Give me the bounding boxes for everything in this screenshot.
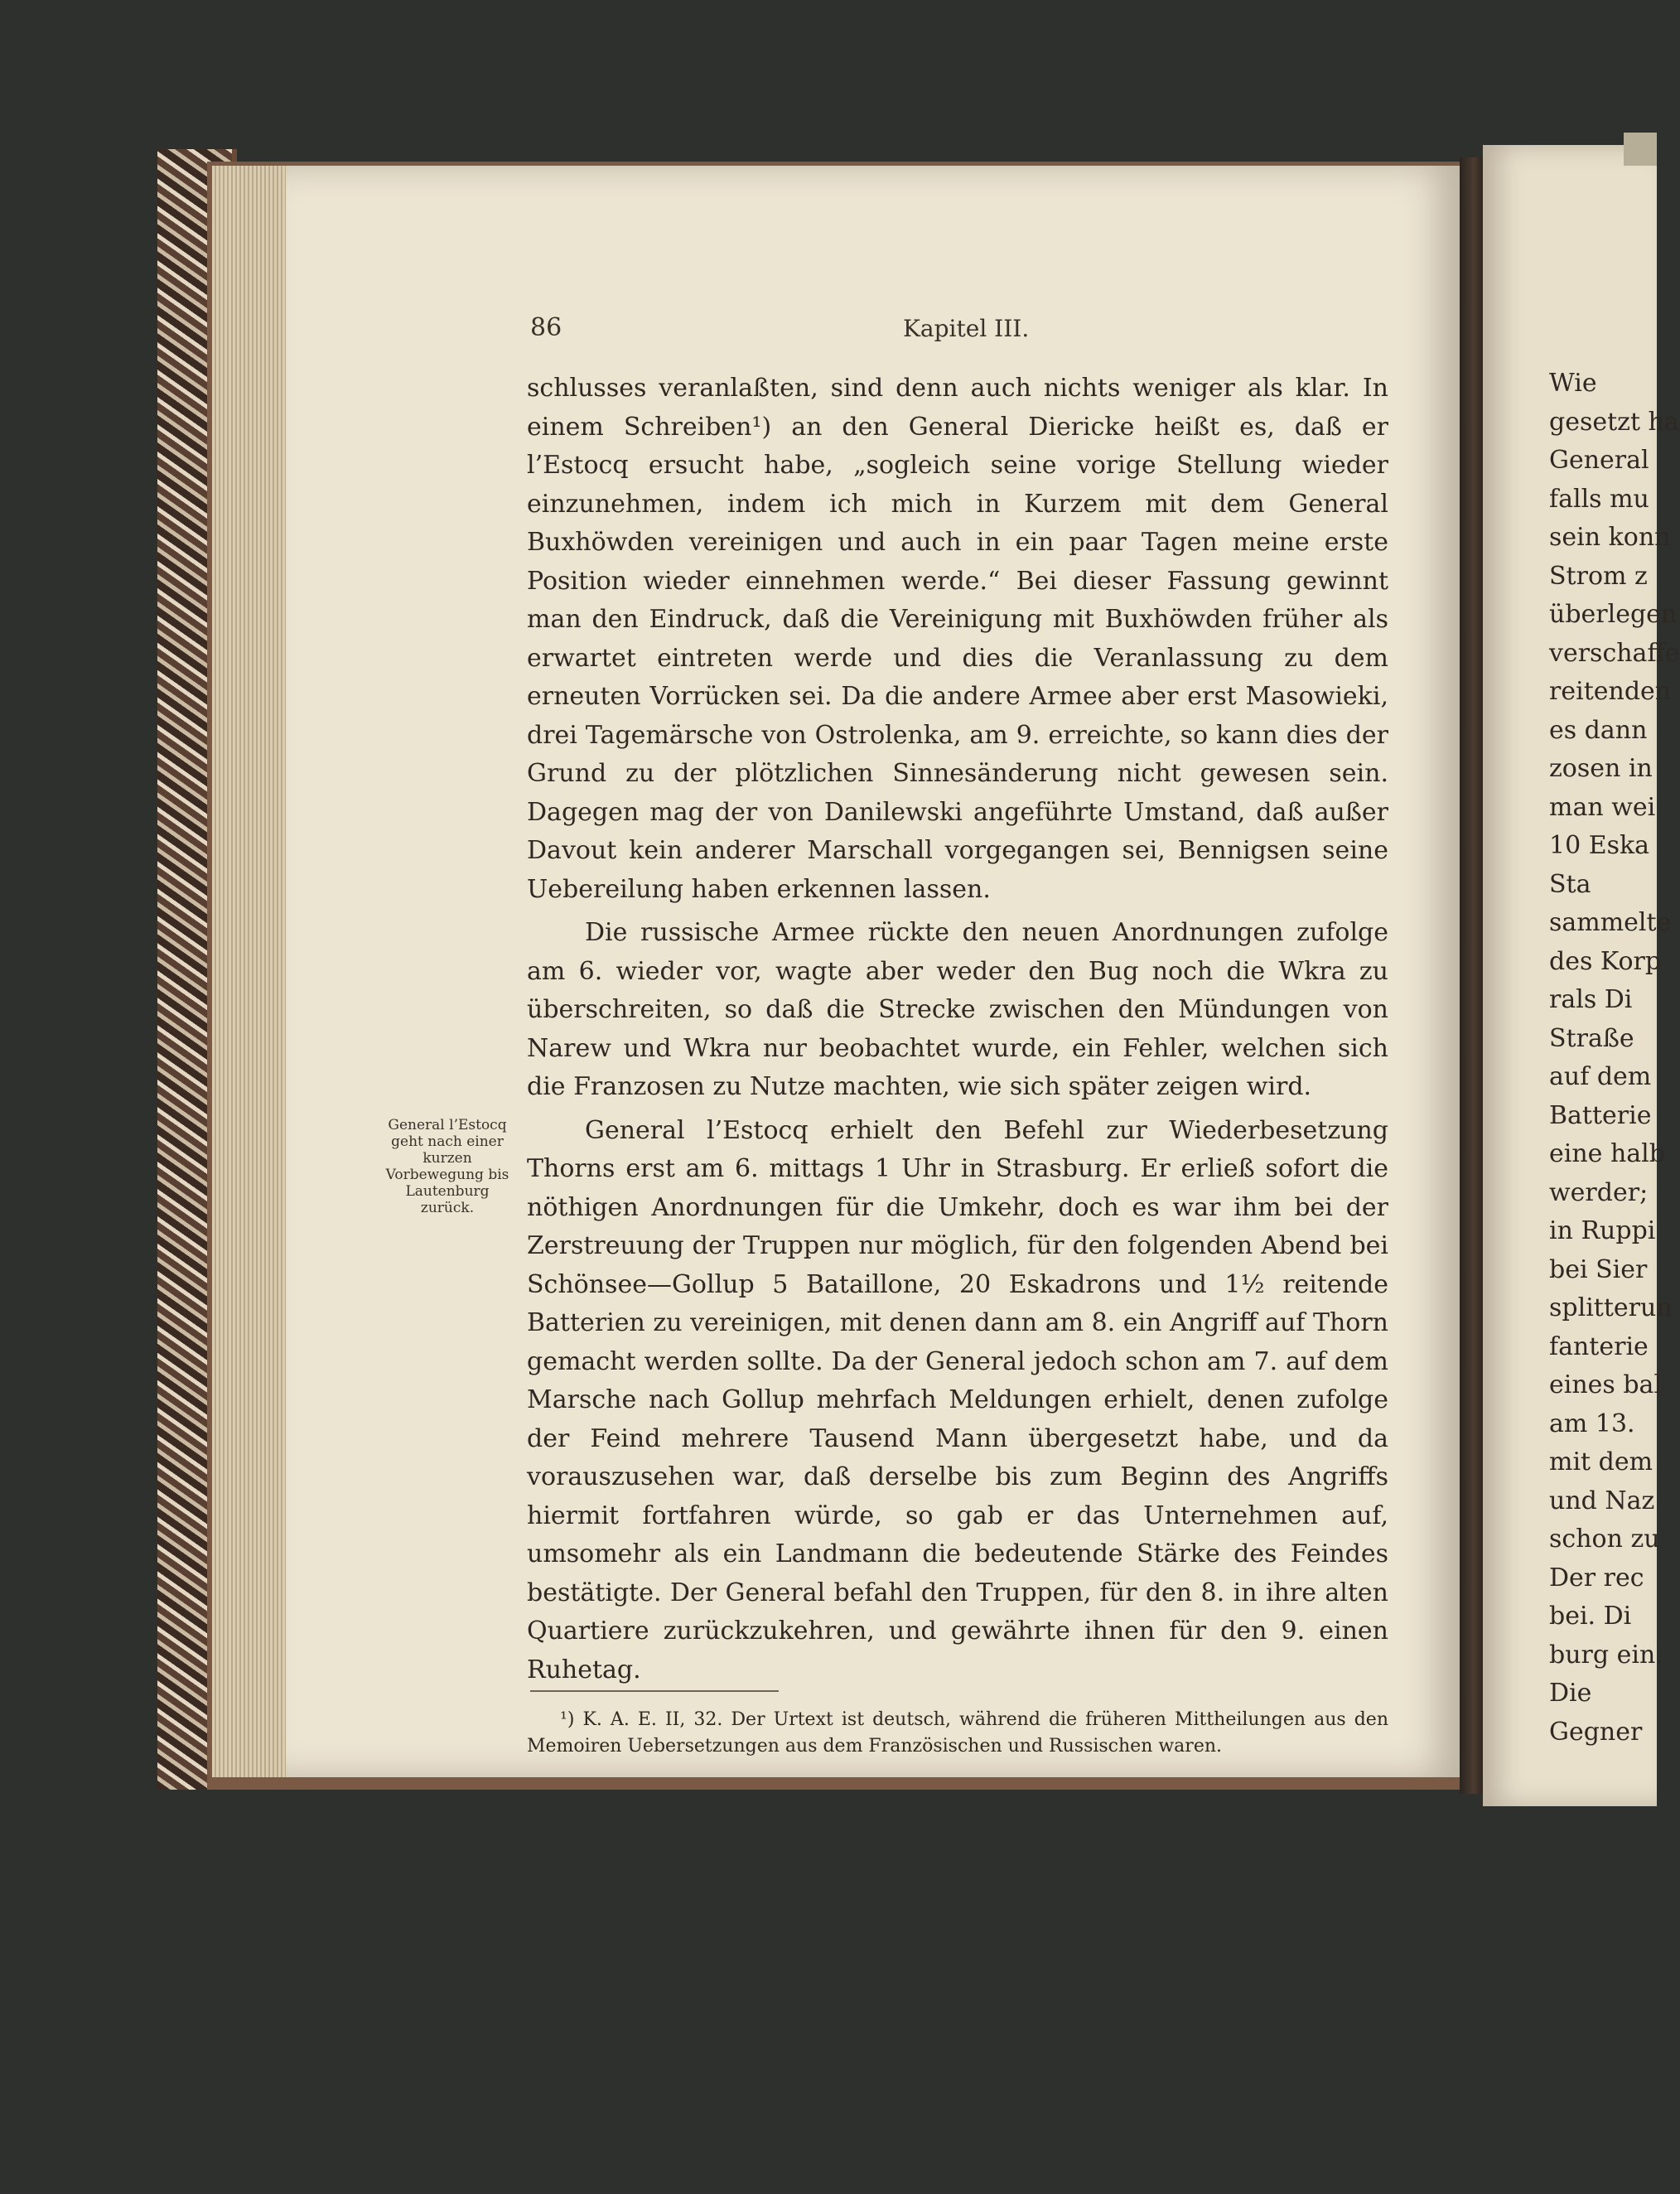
right-page-line: überlegen [1549, 600, 1678, 629]
right-page-line: mit dem [1549, 1447, 1653, 1476]
right-page-line: Die [1549, 1679, 1592, 1708]
right-page-line: Sta [1549, 869, 1591, 899]
right-page-line: General [1549, 446, 1649, 475]
right-page-line: rals Di [1549, 985, 1633, 1014]
paragraph: schlusses veranlaßten, sind denn auch nichts weniger als klar. In einem Schreiben¹) an den General Diericke heißt es, daß er l’Estocq ersucht habe, „sogleich seine vorige Stellung wieder einzunehmen, indem ich mich in Kurzem mit dem General Buxhöwden vereinigen und auch in ein paar Tagen meine erste Position wieder einnehmen werde.“ Bei dieser Fassung gewinnt man den Eindruck, daß die Vereinigung mit Buxhöwden früher als erwartet eintreten werde und dies die Veranlassung zu dem erneuten Vorrücken sei. Da die andere Armee aber erst Masowieki, drei Tagemärsche von Ostrolenka, am 9. erreichte, so kann dies der Grund zu der plötzlichen Sinnesänderung nicht gewesen sein. Dagegen mag der von Danilewski angeführte Umstand, daß außer Davout kein anderer Marschall vorgegangen sei, Bennigsen seine Uebereilung haben erkennen lassen. [527, 374, 1388, 904]
page-header [530, 313, 1383, 350]
right-page-text [1549, 365, 1680, 1752]
right-page-line: 10 Eska [1549, 831, 1650, 860]
right-page-line: bei Sier [1549, 1254, 1648, 1284]
right-page-line: burg ein. [1549, 1640, 1663, 1670]
right-page-line: in Ruppi [1549, 1216, 1656, 1245]
footnote-rule [530, 1690, 779, 1692]
right-page-line: sein konn [1549, 523, 1671, 552]
right-page-line: am 13. [1549, 1409, 1635, 1438]
right-page-line: falls mu [1549, 484, 1649, 514]
right-page-line: splitterun [1549, 1293, 1673, 1322]
right-page-line: bei. Di [1549, 1602, 1632, 1631]
right-page-line: auf dem [1549, 1062, 1652, 1091]
right-page-line: schon zu [1549, 1525, 1660, 1554]
right-page-line: es dann [1549, 715, 1648, 745]
right-page-line: Der rec [1549, 1563, 1644, 1592]
marginal-note: General l’Estocq geht nach einer kurzen Vorbewegung bis Lautenburg zurück. [385, 1117, 509, 1216]
right-page-line: verschaffe [1549, 638, 1680, 668]
right-page-line: Strom z [1549, 561, 1648, 591]
right-page-line: man wei [1549, 792, 1656, 822]
right-page-line: Batterie [1549, 1100, 1652, 1130]
right-page-line: reitenden [1549, 677, 1672, 706]
footnote [527, 1707, 1388, 1760]
right-page-line: Wie [1549, 369, 1597, 398]
right-page-line: fanterie [1549, 1331, 1649, 1361]
right-page-line: zosen in [1549, 754, 1653, 783]
main-text [527, 370, 1388, 1689]
page-edges [212, 166, 291, 1777]
right-page-line: werder; [1549, 1177, 1649, 1207]
paragraph: General l’Estocq erhielt den Befehl zur Wiederbesetzung Thorns erst am 6. mittags 1 Uhr in Strasburg. Er erließ sofort die nöthigen Anordnungen für die Umkehr, doch es war ihm bei der Zerstreuung der Truppen nur möglich, für den folgenden Abend bei Schönsee—Gollup 5 Bataillone, 20 Eskadrons und 1½ reitende Batterien zu vereinigen, mit denen dann am 8. ein Angriff auf Thorn gemacht werden sollte. Da der General jedoch schon am 7. auf dem Marsche nach Gollup mehrfach Meldungen erhielt, denen zufolge der Feind mehrere Tausend Mann übergesetzt habe, und da vorauszusehen war, daß derselbe bis zum Beginn des Angriffs hiermit fortfahren würde, so gab er das Unternehmen auf, umsomehr als ein Landmann die bedeutende Stärke des Feindes bestätigte. Der General befahl den Truppen, für den 8. in ihre alten Quartiere zurückzukehren, und gewährte ihnen für den 9. einen Ruhetag. [527, 1115, 1388, 1684]
page-number: 86 [530, 313, 562, 342]
right-page-line: des Korp [1549, 946, 1662, 976]
binding-strip [1624, 133, 1657, 166]
right-page-line: eine halb [1549, 1139, 1665, 1168]
running-title: Kapitel III. [903, 315, 1030, 342]
right-page-line: Gegner [1549, 1717, 1643, 1747]
footnote-text: ¹) K. A. E. II, 32. Der Urtext ist deutsch, während die früheren Mittheilungen aus den Memoiren Uebersetzungen aus dem Französischen und Russischen waren. [527, 1709, 1388, 1757]
paragraph: Die russische Armee rückte den neuen Anordnungen zufolge am 6. wieder vor, wagte aber weder den Bug noch die Wkra zu überschreiten, so daß die Strecke zwischen den Mündungen von Narew und Wkra nur beobachtet wurde, ein Fehler, welchen sich die Franzosen zu Nutze machten, wie sich später zeigen wird. [527, 918, 1388, 1101]
right-page-line: gesetzt ha [1549, 407, 1679, 437]
right-page-line: und Naz [1549, 1486, 1655, 1515]
right-page-line: eines bal [1549, 1370, 1663, 1399]
right-page-line: sammelte [1549, 908, 1672, 937]
right-page-line: Straße [1549, 1023, 1634, 1053]
